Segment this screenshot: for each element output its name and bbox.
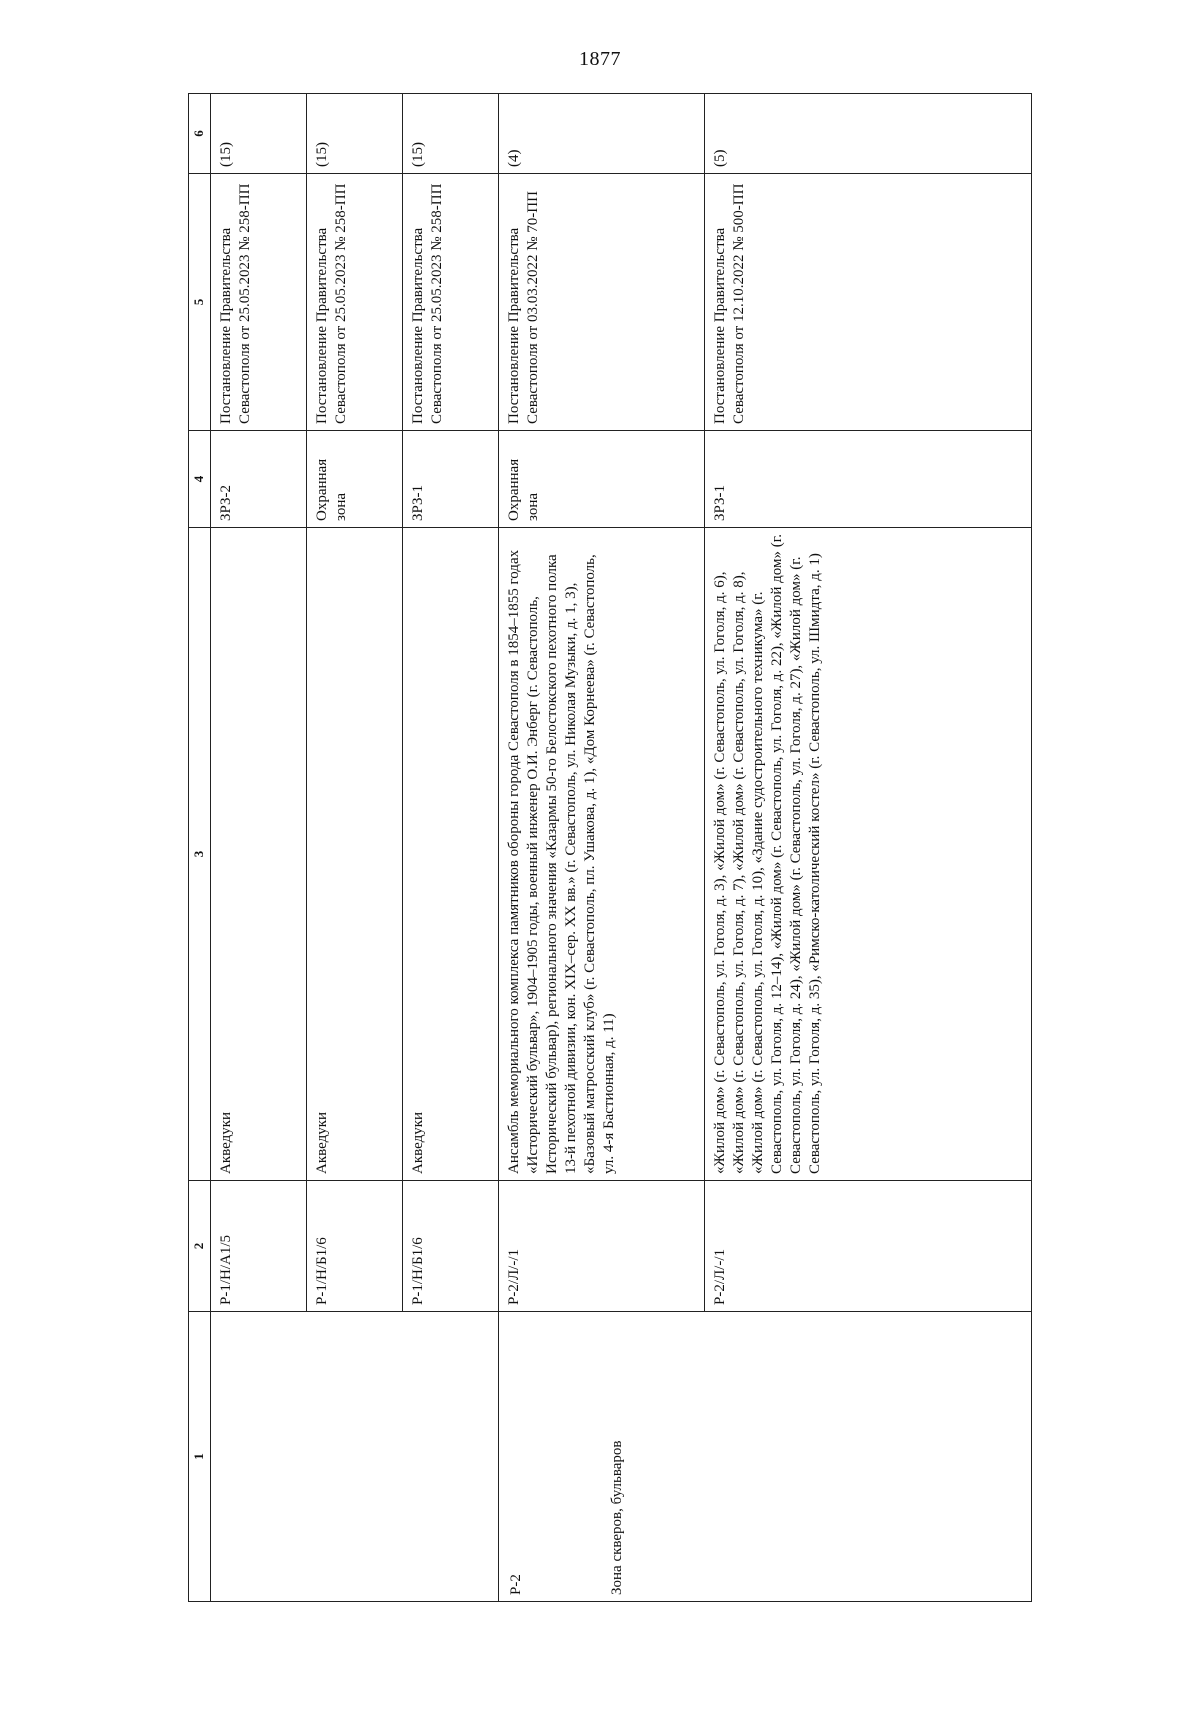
zone-regulation-table <box>188 93 1032 1602</box>
cell-document: Постановление Правительства Севастополя от 25.05.2023 № 258-ПП <box>211 174 307 431</box>
cell-document: Постановление Правительства Севастополя от 03.03.2022 № 70-ПП <box>499 174 705 431</box>
cell-reference: (15) <box>211 94 307 174</box>
cell-reference: (4) <box>499 94 705 174</box>
cell-object: Акведуки <box>307 528 403 1181</box>
cell-reference: (15) <box>307 94 403 174</box>
header-col-3: 3 <box>189 528 211 1181</box>
cell-zone-type: ЗРЗ-2 <box>211 431 307 528</box>
page-number: 1877 <box>579 48 621 70</box>
table-row <box>211 94 307 1602</box>
zone-cell <box>499 1312 1032 1602</box>
cell-zone-type: Охранная зона <box>307 431 403 528</box>
cell-document: Постановление Правительства Севастополя от 25.05.2023 № 258-ПП <box>403 174 499 431</box>
cell-zone-type: ЗРЗ-1 <box>403 431 499 528</box>
header-col-2: 2 <box>189 1181 211 1312</box>
header-col-1: 1 <box>189 1312 211 1602</box>
cell-code: Р-1/Н/Б1/6 <box>403 1181 499 1312</box>
cell-object: «Жилой дом» (г. Севастополь, ул. Гоголя, д. 3), «Жилой дом» (г. Севастополь, ул. Гоголя, д. 6), «Жилой дом» (г. Севастополь, ул. Гоголя, д. 7), «Жилой дом» (г. Севастополь, ул. Гоголя, д. 8), «Жилой дом» (г. Севастополь, ул. Гоголя, д. 10), «Здание судостроительного техникума» (г. Севастополь, ул. Гоголя, д. 12–14), «Жилой дом» (г. Севастополь, ул. Гоголя, д. 22), «Жилой дом» (г. Севастополь, ул. Гоголя, д. 24), «Жилой дом» (г. Севастополь, ул. Гоголя, д. 27), «Жилой дом» (г. Севастополь, ул. Гоголя, д. 35), «Римско-католический костел» (г. Севастополь, ул. Шмидта, д. 1) <box>705 528 1032 1181</box>
cell-document: Постановление Правительства Севастополя от 12.10.2022 № 500-ПП <box>705 174 1032 431</box>
cell-code: Р-2/Л/-/1 <box>499 1181 705 1312</box>
cell-reference: (15) <box>403 94 499 174</box>
cell-code: Р-1/Н/А1/5 <box>211 1181 307 1312</box>
rotated-table-sheet <box>188 94 1031 1602</box>
cell-code: Р-1/Н/Б1/6 <box>307 1181 403 1312</box>
zone-cell-empty <box>211 1312 499 1602</box>
cell-zone-type: ЗРЗ-1 <box>705 431 1032 528</box>
header-row <box>189 94 211 1602</box>
zone-code: Р-2 <box>508 1574 524 1595</box>
cell-object: Ансамбль мемориального комплекса памятников обороны города Севастополя в 1854–1855 годах «Исторический бульвар», 1904–1905 годы, военный инженер О.И. Энберг (г. Севастополь, Исторический бульвар), регионального значения «Казармы 50-го Белостокского пехотного полка 13-й пехотной дивизии, кон. XIX–сер. XX вв.» (г. Севастополь, ул. Николая Музыки, д. 1, 3), «Базовый матросский клуб» (г. Севастополь, пл. Ушакова, д. 1), «Дом Корнеева» (г. Севастополь, ул. 4-я Бастионная, д. 11) <box>499 528 705 1181</box>
rotated-table-frame <box>188 94 1031 1602</box>
cell-object: Акведуки <box>211 528 307 1181</box>
header-col-5: 5 <box>189 174 211 431</box>
cell-reference: (5) <box>705 94 1032 174</box>
cell-code: Р-2/Л/-/1 <box>705 1181 1032 1312</box>
cell-document: Постановление Правительства Севастополя от 25.05.2023 № 258-ПП <box>307 174 403 431</box>
header-col-6: 6 <box>189 94 211 174</box>
cell-zone-type: Охранная зона <box>499 431 705 528</box>
zone-name: Зона скверов, бульваров <box>609 1440 626 1595</box>
header-col-4: 4 <box>189 431 211 528</box>
table-row <box>499 94 705 1602</box>
cell-object: Акведуки <box>403 528 499 1181</box>
